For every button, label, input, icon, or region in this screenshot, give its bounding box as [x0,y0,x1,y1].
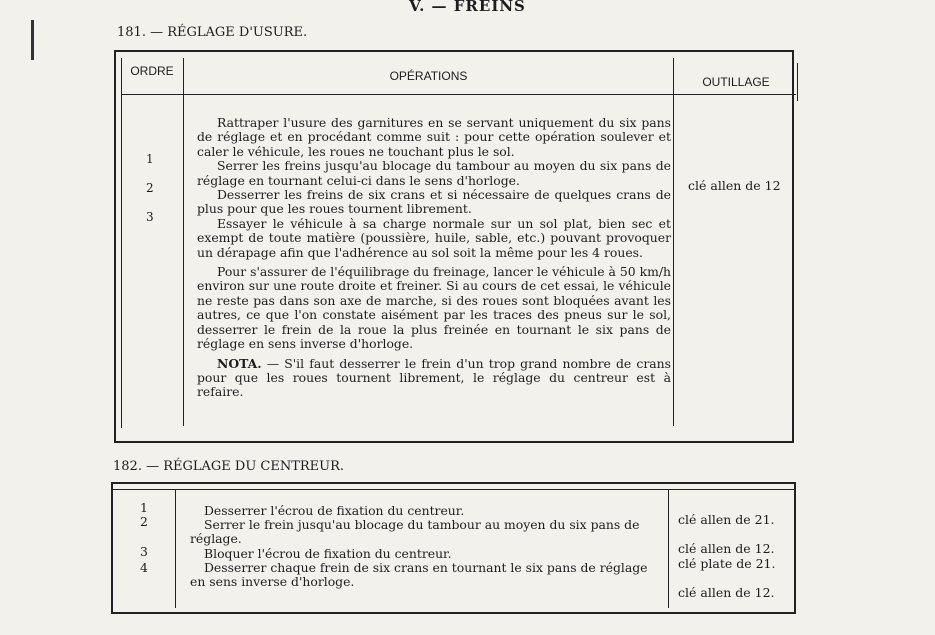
step-text: Essayer le véhicule à sa charge normale sur un sol plat, bien sec et exempt de toute matière (poussière, huile, sable, etc.) pouvant provoquer un dérapage afin que l'adhérence au sol soit la même pour les 4 roues. [197,215,671,260]
tool-text: clé allen de 12 [688,178,781,193]
column-divider [183,58,184,426]
column-divider [175,490,176,608]
step-text: Serrer les freins jusqu'au blocage du tambour au moyen du six pans de réglage en tournant celui-ci dans le sens d'horloge. [197,158,671,188]
step-text: Desserrer chaque frein de six crans en tournant le six pans de réglage en sens inverse d'horloge. [190,559,648,590]
header-ordre: ORDRE [130,64,174,78]
step-number: 3 [140,544,148,559]
tool-text: clé plate de 21. [678,556,776,571]
tool-text: clé allen de 12. [678,585,775,600]
header-outillage: OUTILLAGE [702,75,770,89]
balance-paragraph: Pour s'assurer de l'équilibrage du freinage, lancer le véhicule à 50 km/h environ sur une route droite et freiner. Si au cours de cet essai, le véhicule ne reste pas dans son axe de marche, si des roues sont bloquées avant les autres, ce que l'on constate aisément par les traces des pneus sur le sol, desserrer le frein de la roue la plus freinée en tournant le six pans de réglage en sens inverse d'horloge. [197,264,671,352]
header-divider [121,94,796,95]
tool-text: clé allen de 12. [678,541,775,556]
step-text: Serrer le frein jusqu'au blocage du tambour au moyen du six pans de réglage. [190,517,640,547]
step-text: Desserrer les freins de six crans et si nécessaire de quelques crans de plus pour que les roues tournent librement. [197,187,671,217]
step-text: Bloquer l'écrou de fixation du centreur. [204,545,452,561]
section-182-title: 182. — RÉGLAGE DU CENTREUR. [113,459,345,474]
nota-text: — S'il faut desserrer le frein d'un trop grand nombre de crans pour que les roues tournent librement, le réglage du centreur est à refaire. [197,355,671,400]
step-text: Desserrer l'écrou de fixation du centreur. [204,503,465,518]
intro-paragraph: Rattraper l'usure des garnitures en se servant uniquement du six pans de réglage et en procédant comme suit : pour cette opération soulever et caler le véhicule, les roues ne touchant plus le sol. [197,115,671,159]
nota-label: NOTA. [217,355,262,371]
margin-mark [31,20,34,60]
step-number: 4 [140,560,148,575]
step-number: 1 [140,500,148,515]
chapter-title: V. — FREINS [409,0,526,15]
step-number: 2 [140,514,148,529]
step-number: 1 [146,152,154,166]
operations-text [197,116,671,400]
operations-text [190,504,666,589]
tool-text: clé allen de 21. [678,512,775,527]
header-operations: OPÉRATIONS [389,69,468,83]
step-number: 2 [146,181,154,195]
column-divider [673,58,674,426]
column-divider [668,490,669,608]
top-rule [112,489,795,490]
column-divider [121,58,122,428]
section-181-title: 181. — RÉGLAGE D'USURE. [117,25,308,40]
step-number: 3 [146,210,154,224]
nota-paragraph [197,357,671,400]
